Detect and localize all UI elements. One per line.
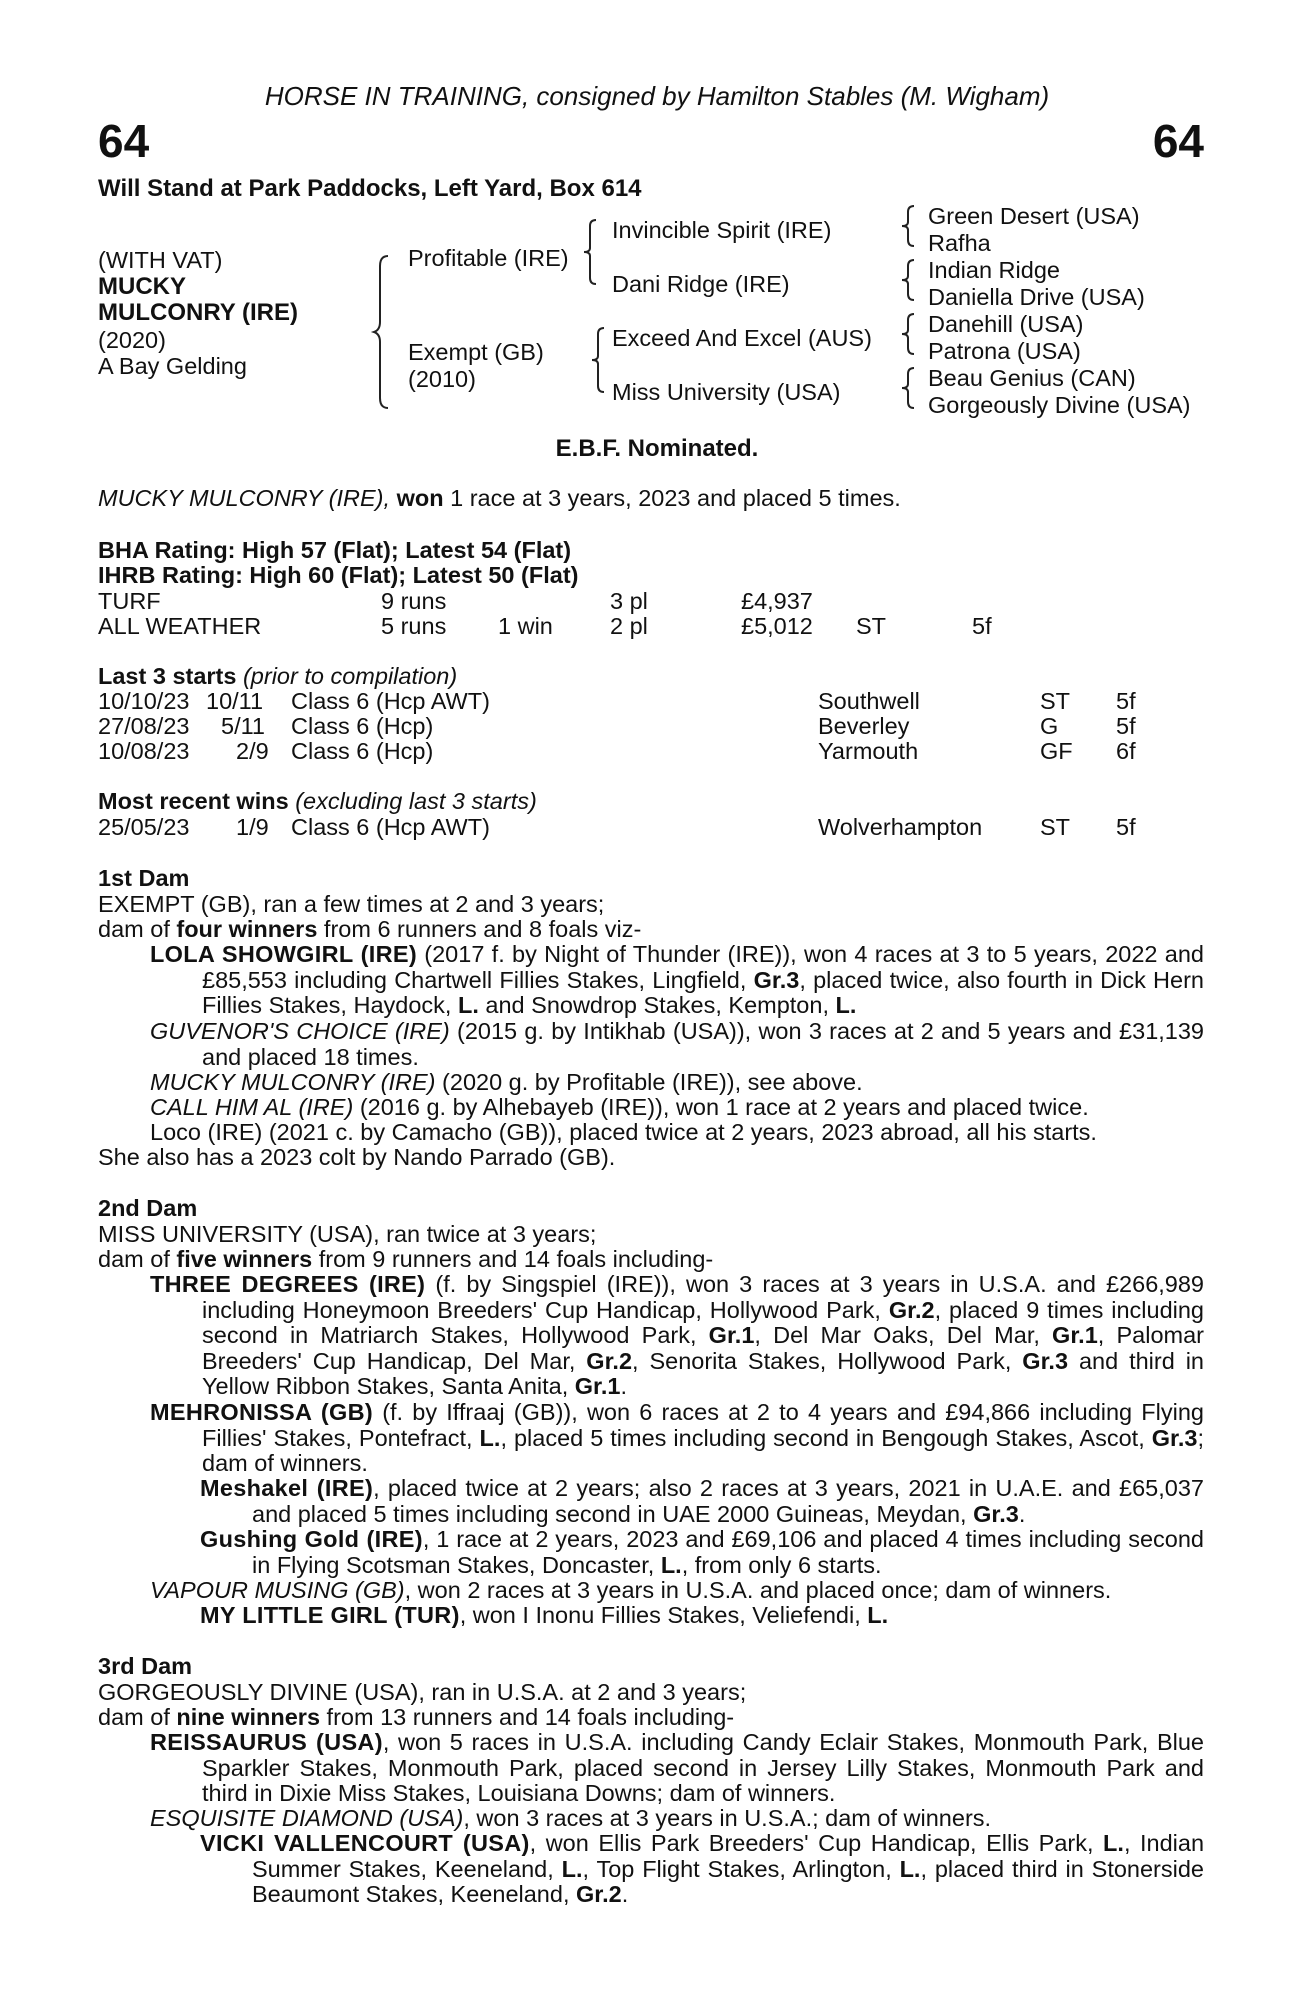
progeny-name: MY LITTLE GIRL (TUR) bbox=[200, 1602, 460, 1628]
pedigree-g6: Patrona (USA) bbox=[928, 338, 1081, 364]
surface-name: ALL WEATHER bbox=[98, 613, 262, 639]
surface-placed: 2 pl bbox=[610, 613, 648, 639]
summary-won: won bbox=[396, 485, 444, 511]
progeny-name: VAPOUR MUSING (GB) bbox=[150, 1577, 405, 1603]
start-course: Beverley bbox=[818, 713, 910, 739]
progeny-entry: ESQUISITE DIAMOND (USA), won 3 races at 3 years in U.S.A.; dam of winners. bbox=[150, 1805, 992, 1831]
progeny-entry: LOLA SHOWGIRL (IRE) (2017 f. by Night of Thunder (IRE)), won 4 races at 3 to 5 years, 2022 and £85,553 including Chartwell Fillies Stakes, Lingfield, Gr.3, placed twice, also fourth in Dick Hern Fillies Stakes, Haydock, L. and Snowdrop Stakes, Kempton, L. bbox=[150, 941, 1204, 1018]
third-dam-line1: GORGEOUSLY DIVINE (USA), ran in U.S.A. at 2 and 3 years; bbox=[98, 1678, 747, 1705]
start-date: 27/08/23 bbox=[98, 713, 190, 739]
pedigree-g4: Daniella Drive (USA) bbox=[928, 284, 1145, 310]
surface-name: TURF bbox=[98, 588, 161, 614]
pedigree-sire: Profitable (IRE) bbox=[408, 245, 569, 271]
grand-progeny-entry: Gushing Gold (IRE), 1 race at 2 years, 2023 and £69,106 and placed 4 times including second in Flying Scotsman Stakes, Doncaster, L., from only 6 starts. bbox=[200, 1526, 1204, 1578]
start-distance: 5f bbox=[1116, 688, 1136, 714]
progeny-entry: GUVENOR'S CHOICE (IRE) (2015 g. by Intikhab (USA)), won 3 races at 2 and 5 years and £31,139 and placed 18 times. bbox=[150, 1018, 1204, 1070]
progeny-name: MEHRONISSA (GB) bbox=[150, 1399, 374, 1425]
start-going: G bbox=[1040, 713, 1059, 739]
grand-progeny-entry: MY LITTLE GIRL (TUR), won I Inonu Fillies Stakes, Veliefendi, L. bbox=[200, 1602, 889, 1628]
first-dam-title: 1st Dam bbox=[98, 865, 190, 891]
grand-progeny-entry: Meshakel (IRE), placed twice at 2 years; also 2 races at 3 years, 2021 in U.A.E. and £65,037 and placed 5 times including second in UAE 2000 Guineas, Meydan, Gr.3. bbox=[200, 1475, 1204, 1527]
pedigree-g7: Beau Genius (CAN) bbox=[928, 365, 1136, 391]
start-course: Southwell bbox=[818, 688, 920, 714]
pedigree-g2: Rafha bbox=[928, 230, 991, 256]
second-dam-title: 2nd Dam bbox=[98, 1195, 198, 1221]
horse-description: A Bay Gelding bbox=[98, 353, 247, 379]
pedigree-dam: Exempt (GB) bbox=[408, 339, 544, 365]
second-dam-line1: MISS UNIVERSITY (USA), ran twice at 3 years; bbox=[98, 1220, 597, 1247]
progeny-name: Meshakel (IRE) bbox=[200, 1475, 374, 1501]
start-going: ST bbox=[1040, 688, 1071, 714]
third-dam-line2: dam of nine winners from 13 runners and 14 foals including- bbox=[98, 1704, 735, 1730]
pedigree-dam-sire: Exceed And Excel (AUS) bbox=[612, 325, 872, 351]
pedigree-brace-g4 bbox=[900, 364, 918, 412]
progeny-name: ESQUISITE DIAMOND (USA) bbox=[150, 1805, 464, 1831]
bha-rating: BHA Rating: High 57 (Flat); Latest 54 (Flat) bbox=[98, 537, 572, 563]
start-course: Yarmouth bbox=[818, 738, 919, 764]
progeny-name: VICKI VALLENCOURT (USA) bbox=[200, 1830, 530, 1856]
summary-text: 1 race at 3 years, 2023 and placed 5 times. bbox=[450, 485, 901, 511]
progeny-name: GUVENOR'S CHOICE (IRE) bbox=[150, 1018, 450, 1044]
pedigree-brace-main bbox=[372, 252, 392, 412]
progeny-name: MUCKY MULCONRY (IRE) bbox=[150, 1069, 436, 1095]
lot-number-left: 64 bbox=[98, 115, 150, 167]
pedigree-g3: Indian Ridge bbox=[928, 257, 1060, 283]
last-starts-note: (prior to compilation) bbox=[242, 663, 458, 689]
grand-progeny-entry: VICKI VALLENCOURT (USA), won Ellis Park Breeders' Cup Handicap, Ellis Park, L., Indian Summer Stakes, Keeneland, L., Top Flight Stakes, Arlington, L., placed third in Stonerside Beaumont Stakes, Keeneland, Gr.2. bbox=[200, 1830, 1205, 1907]
third-dam-title: 3rd Dam bbox=[98, 1653, 193, 1679]
progeny-name: REISSAURUS (USA) bbox=[150, 1729, 383, 1755]
pedigree-sire-sire: Invincible Spirit (IRE) bbox=[612, 217, 832, 243]
pedigree-dam-dam: Miss University (USA) bbox=[612, 379, 841, 405]
start-date: 10/10/23 bbox=[98, 688, 190, 714]
first-dam-note: She also has a 2023 colt by Nando Parrado (GB). bbox=[98, 1144, 616, 1170]
last-starts-heading bbox=[98, 664, 457, 690]
start-going: GF bbox=[1040, 738, 1073, 764]
pedigree-brace-g2 bbox=[900, 256, 918, 304]
progeny-name: THREE DEGREES (IRE) bbox=[150, 1271, 426, 1297]
pedigree-sire-dam: Dani Ridge (IRE) bbox=[612, 271, 790, 297]
horse-name-line2: MULCONRY (IRE) bbox=[98, 299, 298, 326]
last-starts-title: Last 3 starts bbox=[98, 663, 237, 689]
start-distance: 5f bbox=[1116, 713, 1136, 739]
horse-name-line1: MUCKY bbox=[98, 273, 186, 300]
win-distance: 5f bbox=[1116, 814, 1136, 840]
pedigree-brace-sire bbox=[582, 216, 602, 288]
win-going: ST bbox=[1040, 814, 1071, 840]
surface-placed: 3 pl bbox=[610, 588, 648, 614]
progeny-entry: VAPOUR MUSING (GB), won 2 races at 3 years in U.S.A. and placed once; dam of winners. bbox=[150, 1577, 1112, 1603]
progeny-entry: THREE DEGREES (IRE) (f. by Singspiel (IRE)), won 3 races at 3 years in U.S.A. and £266,989 including Honeymoon Breeders' Cup Handicap, Hollywood Park, Gr.2, placed 9 times including second in Matriarch Stakes, Hollywood Park, Gr.1, Del Mar Oaks, Del Mar, Gr.1, Palomar Breeders' Cup Handicap, Del Mar, Gr.2, Senorita Stakes, Hollywood Park, Gr.3 and third in Yellow Ribbon Stakes, Santa Anita, Gr.1. bbox=[150, 1271, 1204, 1399]
win-date: 25/05/23 bbox=[98, 814, 190, 840]
ebf-nominated: E.B.F. Nominated. bbox=[555, 435, 759, 462]
progeny-name: CALL HIM AL (IRE) bbox=[150, 1094, 354, 1120]
start-position: 5/11 bbox=[221, 713, 265, 739]
pedigree-g5: Danehill (USA) bbox=[928, 311, 1084, 337]
win-course: Wolverhampton bbox=[818, 814, 983, 840]
pedigree-g8: Gorgeously Divine (USA) bbox=[928, 392, 1191, 418]
progeny-entry: REISSAURUS (USA), won 5 races in U.S.A. including Candy Eclair Stakes, Monmouth Park, Blue Sparkler Stakes, Monmouth Park, placed second in Jersey Lilly Stakes, Monmouth Park and third in Dixie Miss Stakes, Louisiana Downs; dam of winners. bbox=[150, 1729, 1204, 1806]
surface-distance: 5f bbox=[972, 613, 992, 639]
pedigree-g1: Green Desert (USA) bbox=[928, 203, 1140, 229]
horse-year: (2020) bbox=[98, 327, 166, 353]
progeny-name: Gushing Gold (IRE) bbox=[200, 1526, 423, 1552]
surface-runs: 9 runs bbox=[381, 588, 447, 614]
vat-note: (WITH VAT) bbox=[98, 247, 223, 273]
recent-wins-note: (excluding last 3 starts) bbox=[295, 788, 537, 814]
lot-number-right: 64 bbox=[1152, 115, 1204, 167]
recent-wins-heading bbox=[98, 789, 537, 815]
surface-wins: 1 win bbox=[498, 613, 553, 639]
start-distance: 6f bbox=[1116, 738, 1136, 764]
first-dam-line2: dam of four winners from 6 runners and 8 foals viz- bbox=[98, 916, 642, 942]
win-position: 1/9 bbox=[236, 814, 269, 840]
pedigree-brace-g3 bbox=[900, 310, 918, 358]
summary-horse-name: MUCKY MULCONRY (IRE), bbox=[98, 485, 391, 511]
recent-wins-title: Most recent wins bbox=[98, 788, 289, 814]
surface-runs: 5 runs bbox=[381, 613, 447, 639]
win-class: Class 6 (Hcp AWT) bbox=[291, 814, 490, 840]
progeny-name: LOLA SHOWGIRL (IRE) bbox=[150, 941, 417, 967]
ihrb-rating: IHRB Rating: High 60 (Flat); Latest 50 (Flat) bbox=[98, 562, 579, 588]
pedigree-brace-dam bbox=[590, 324, 610, 396]
race-summary bbox=[98, 486, 1204, 512]
first-dam-section bbox=[98, 866, 1204, 943]
third-dam-section bbox=[98, 1654, 1204, 1731]
start-date: 10/08/23 bbox=[98, 738, 190, 764]
start-class: Class 6 (Hcp AWT) bbox=[291, 688, 490, 714]
progeny-entry: MEHRONISSA (GB) (f. by Iffraaj (GB)), won 6 races at 2 to 4 years and £94,866 including Flying Fillies' Stakes, Pontefract, L., placed 5 times including second in Bengough Stakes, Ascot, Gr.3; dam of winners. bbox=[150, 1399, 1204, 1476]
first-dam-line1: EXEMPT (GB), ran a few times at 2 and 3 years; bbox=[98, 890, 605, 917]
pedigree-brace-g1 bbox=[900, 202, 918, 250]
start-class: Class 6 (Hcp) bbox=[291, 713, 434, 739]
consignment-header: HORSE IN TRAINING, consigned by Hamilton Stables (M. Wigham) bbox=[264, 81, 1050, 111]
stand-location: Will Stand at Park Paddocks, Left Yard, Box 614 bbox=[98, 175, 642, 202]
surface-earnings: £4,937 bbox=[741, 588, 813, 614]
start-class: Class 6 (Hcp) bbox=[291, 738, 434, 764]
surface-earnings: £5,012 bbox=[741, 613, 813, 639]
second-dam-line2: dam of five winners from 9 runners and 14 foals including- bbox=[98, 1246, 714, 1272]
progeny-entry: MUCKY MULCONRY (IRE) (2020 g. by Profitable (IRE)), see above. bbox=[150, 1069, 863, 1095]
progeny-entry: CALL HIM AL (IRE) (2016 g. by Alhebayeb (IRE)), won 1 race at 2 years and placed twice. bbox=[150, 1094, 1089, 1120]
second-dam-section bbox=[98, 1196, 1204, 1273]
surface-going: ST bbox=[856, 613, 887, 639]
progeny-entry: Loco (IRE) (2021 c. by Camacho (GB)), placed twice at 2 years, 2023 abroad, all his starts. bbox=[150, 1119, 1097, 1145]
start-position: 2/9 bbox=[236, 738, 269, 764]
pedigree-dam-year: (2010) bbox=[408, 366, 476, 392]
start-position: 10/11 bbox=[206, 688, 264, 714]
